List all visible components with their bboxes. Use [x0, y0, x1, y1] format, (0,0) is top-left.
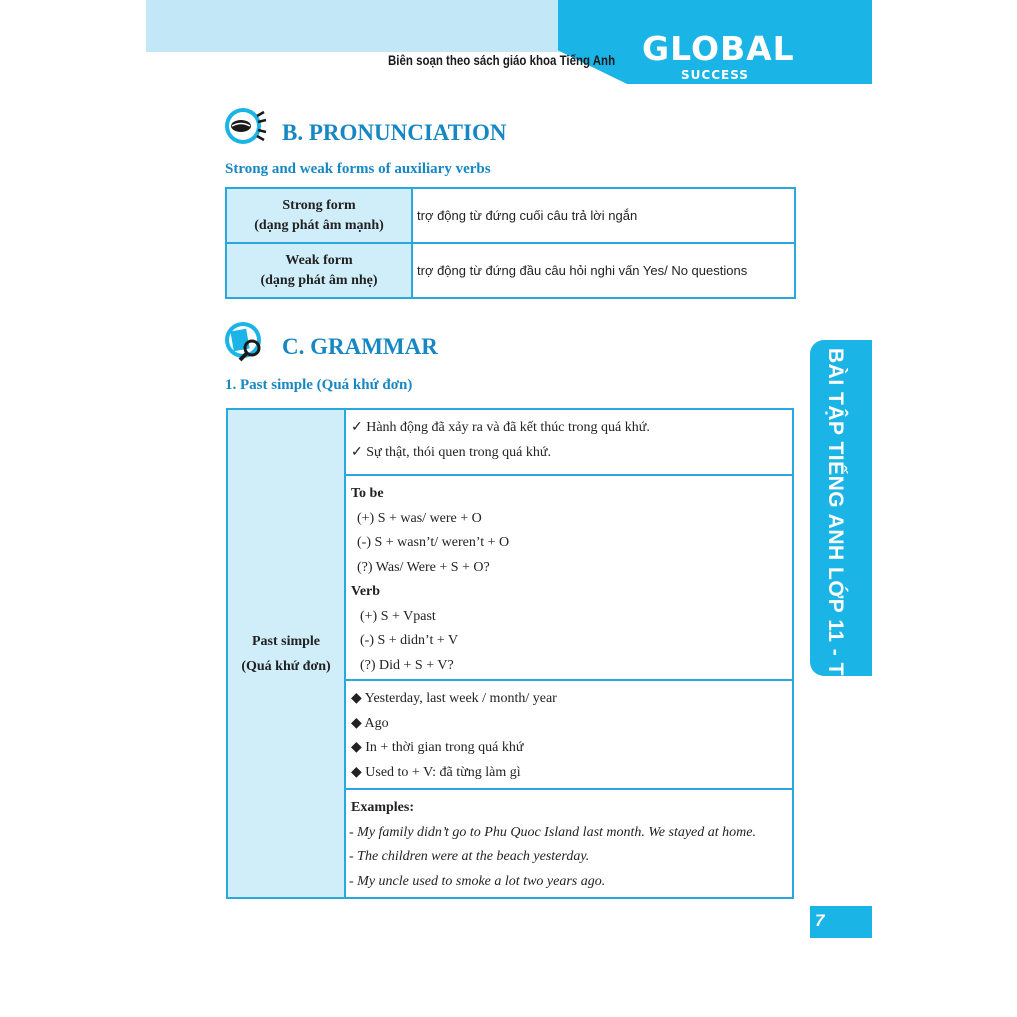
- table-row: [226, 243, 795, 298]
- mouth-sound-icon: [224, 104, 268, 148]
- example-line: - My uncle used to smoke a lot two years ago.: [349, 873, 606, 889]
- verb-heading: Verb: [351, 584, 381, 599]
- signal-word: ◆ Yesterday, last week / month/ year: [351, 691, 557, 706]
- grammar-table: [226, 408, 794, 899]
- pronunciation-title: B. PRONUNCIATION: [282, 120, 507, 145]
- form-label-vi: (dạng phát âm nhẹ): [260, 272, 378, 288]
- weak-form-desc: trợ động từ đứng đầu câu hỏi nghi vấn Yes/ No questions: [412, 243, 795, 298]
- verb-formula: (+) S + Vpast: [360, 608, 436, 624]
- page-number: 7: [815, 911, 825, 930]
- magnifier-book-icon: [224, 318, 268, 362]
- header-banner: [146, 0, 872, 84]
- signal-words-cell: [345, 680, 793, 789]
- form-label: Strong form: [282, 197, 356, 213]
- tobe-heading: To be: [351, 486, 384, 501]
- tense-label-cell: [227, 409, 345, 898]
- grammar-subtitle: 1. Past simple (Quá khứ đơn): [225, 377, 413, 393]
- examples-heading: Examples:: [351, 800, 414, 815]
- pronunciation-subtitle: Strong and weak forms of auxiliary verbs: [225, 161, 491, 177]
- tobe-formula: (+) S + was/ were + O: [357, 510, 482, 526]
- verb-formula: (?) Did + S + V?: [360, 657, 454, 673]
- side-tab-text: BÀI TẬP TIẾNG ANH LỚP 11 - TẬP 1: [824, 348, 847, 725]
- tense-label-vi: (Quá khứ đơn): [241, 658, 331, 674]
- usage-cell: [345, 409, 793, 475]
- examples-cell: [345, 789, 793, 898]
- tobe-formula: (-) S + wasn’t/ weren’t + O: [357, 535, 510, 550]
- usage-line: ✓ Sự thật, thói quen trong quá khứ.: [351, 444, 551, 460]
- form-label: Weak form: [285, 252, 353, 268]
- signal-word: ◆ Ago: [351, 715, 389, 731]
- example-line: - My family didn’t go to Phu Quoc Island last month. We stayed at home.: [349, 824, 756, 840]
- verb-formula: (-) S + didn’t + V: [360, 633, 459, 648]
- logo-global: GLOBAL: [642, 29, 795, 68]
- banner-subtitle: Biên soạn theo sách giáo khoa Tiếng Anh: [388, 52, 616, 68]
- strong-form-desc: trợ động từ đứng cuối câu trả lời ngắn: [412, 188, 795, 243]
- example-line: - The children were at the beach yesterday.: [349, 849, 590, 864]
- form-cell: [345, 475, 793, 680]
- weak-form-cell: [226, 243, 412, 298]
- logo-success: SUCCESS: [681, 68, 749, 82]
- signal-word: ◆ In + thời gian trong quá khứ: [351, 740, 524, 755]
- grammar-title: C. GRAMMAR: [282, 334, 438, 359]
- tobe-formula: (?) Was/ Were + S + O?: [357, 559, 490, 575]
- pronunciation-table: [225, 187, 796, 299]
- usage-line: ✓ Hành động đã xảy ra và đã kết thúc trong quá khứ.: [351, 420, 650, 435]
- page-number-box: [810, 906, 872, 938]
- tense-label: Past simple: [251, 633, 321, 649]
- form-label-vi: (dạng phát âm mạnh): [254, 217, 384, 233]
- table-row: [226, 188, 795, 243]
- signal-word: ◆ Used to + V: đã từng làm gì: [351, 764, 521, 780]
- strong-form-cell: [226, 188, 412, 243]
- table-row: [227, 409, 793, 475]
- side-tab: [810, 340, 872, 725]
